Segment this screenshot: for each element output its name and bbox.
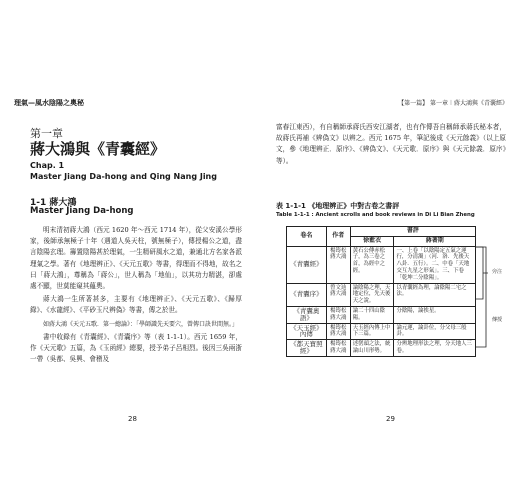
table-caption-zh: 表 1-1-1 《地理辨正》中對古卷之書評 (276, 202, 400, 210)
table-row (287, 340, 476, 357)
cell-comment: 分陰陽，論挨星。 (394, 306, 476, 323)
cell-comment: 論元運，論卦位，分父母三般卦。 (394, 323, 476, 340)
paragraph: 富春江東西），有自稱師承蔣氏西安江湖者，也有作傳吾自稱師承蔣氏秘本者，故蔣氏再補《辨偽文》以辨之。西元 1675 年，筆記後成《天元餘義》（以上原文，參《地理辨正．原序》、《辨偽文》、《天元歌．原序》與《天元餘義．原序》等）。 (276, 123, 506, 165)
header-book: 卷名 (287, 227, 327, 247)
page-number-right: 29 (386, 415, 395, 423)
cell-book: 《青囊經》 (287, 246, 327, 283)
header-explain: 徐藍衣 (350, 236, 394, 246)
paragraph: 書中收錄有《青囊經》、《青囊序》等（表 1-1-1）。西元 1659 年，作《天元歌》五篇，為《玉函經》總要，授予弟子呂相烈。後因三吳兩浙一帶（吳都、吳興、會稽及 (30, 332, 242, 364)
right-body-text (276, 122, 506, 167)
chapter-title: 蔣大鴻與《青囊經》 (30, 140, 166, 158)
cell-author: 曾文辿 蔣大鴻 (326, 283, 350, 306)
running-head-left: 理氣—風水陰陽之奧秘 (14, 99, 84, 107)
cell-author: 楊筠松 蔣大鴻 (326, 306, 350, 323)
bracket-label: 傳授 (492, 317, 503, 323)
chapter-en-line1: Chap. 1 (30, 161, 65, 170)
table-row (287, 283, 476, 306)
cell-comment: 一、上卷「以陰陽定五氣之運行，分清濁」（河．洛．先後天八卦．五行）。二、中卷「天地交互九星之形氣」。三、下卷「乾坤二分陰陽」。 (394, 246, 476, 283)
cell-book: 《青囊奧語》 (287, 306, 327, 323)
cell-explain: 論陰陽之理，天地定位，先天後天之說。 (350, 283, 394, 306)
cell-author: 楊筠松 蔣大鴻 (326, 323, 350, 340)
bracket-connector-icon (476, 243, 490, 353)
left-body-text (30, 225, 242, 367)
chapter-number: 第一章 (30, 127, 63, 140)
cell-author: 楊筠松 蔣大鴻 (326, 246, 350, 283)
table-header-row (287, 227, 476, 237)
table-caption (276, 202, 508, 220)
paragraph: 明末清初蔣大鴻（西元 1620 年～西元 1714 年），從父安溪公學形家，後師承無極子十年（遇道人吳天柱，號無極子），傳授楊公之道，盡言陰陽玄理。籌置陰陽甚於理氣，一生精研風水之道，兼通北方名家各派理氣之學。著有《地理辨正》、《天元五歌》等書，得理而不得地，故名之曰「蔣大鴻」，尊稱為「蔣公」，世人稱為「地仙」，以其功力精湛，卻處處不顯，世莫能窺其蘊奧。 (30, 226, 242, 291)
cell-explain: 天玉經內傳上中下三篇。 (350, 323, 394, 340)
table-caption-en: Table 1-1-1 : Ancient scrolls and book reviews in Di Li Bian Zheng (276, 212, 475, 218)
section-heading: 1-1 蔣大鴻 (30, 198, 77, 208)
header-author: 作者 (326, 227, 350, 247)
cell-book: 《都天寶照經》 (287, 340, 327, 357)
chapter-en-line2: Master Jiang Da-hong and Qing Nang Jing (30, 172, 217, 181)
cell-explain: 論二十四山陰陽。 (350, 306, 394, 323)
cell-comment: 分辨地理形法之理，分天地人三卷。 (394, 340, 476, 357)
page-number-left: 28 (128, 415, 137, 423)
header-comment: 蔣著期 (394, 236, 476, 246)
cell-book: 《天玉經》內傳 (287, 323, 327, 340)
bracket-label: 旁注 (492, 269, 503, 275)
table-row (287, 246, 476, 283)
book-review-table (286, 226, 476, 357)
table-row (287, 323, 476, 340)
cell-explain: 述巒頭之法，統論山川形勢。 (350, 340, 394, 357)
cell-explain: 黃石公傳赤松子，為三卷之首，為經中之經。 (350, 246, 394, 283)
running-head-right: 【第一篇】 第一章︱蔣大鴻與《青囊經》 (398, 100, 508, 107)
section-english-heading: Master Jiang Da-hong (30, 206, 134, 216)
quote-paragraph: 如蔣大鴻《天元五歌．第一總論》：「學師識先天要穴，曾傳口訣世間無。」 (43, 320, 239, 328)
header-review: 書評 (350, 227, 475, 237)
cell-comment: 以青囊經為理，論陰陽二宅之法。 (394, 283, 476, 306)
cell-author: 楊筠松 蔣大鴻 (326, 340, 350, 357)
cell-book: 《青囊序》 (287, 283, 327, 306)
chapter-english-title (30, 160, 245, 182)
table-row (287, 306, 476, 323)
paragraph: 蔣大鴻一生所著甚多，主要有《地理辨正》、《天元五歌》、《歸厚錄》、《水龍經》、《平砂玉尺辨偽》等書，傳之於世。 (30, 295, 242, 315)
